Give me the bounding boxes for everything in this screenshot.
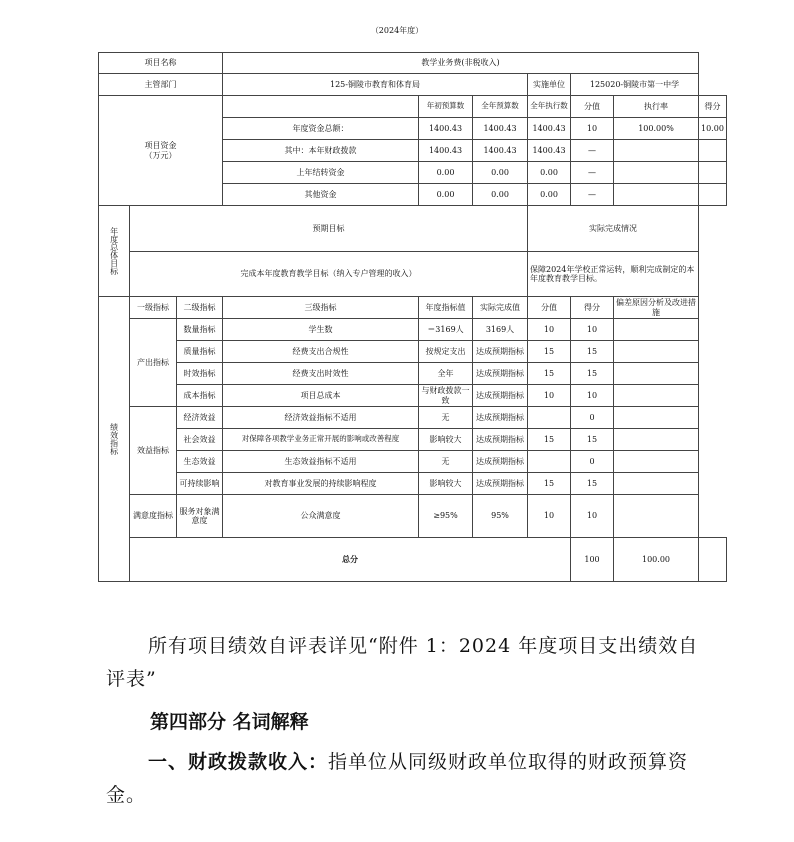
section-heading: 第四部分 名词解释 [150,711,309,733]
funds-initial: 0.00 [419,162,473,184]
actual-label: 实际完成情况 [528,206,699,252]
target-value: 影响较大 [419,473,473,495]
target-value: 无 [419,407,473,429]
indicator-row [99,495,727,538]
funds-initial: 1400.43 [419,140,473,162]
level3-indicator: 经费支出合规性 [223,341,419,363]
level3-indicator: 经费支出时效性 [223,363,419,385]
funds-score-value: — [571,140,614,162]
benefit-indicator-label: 效益指标 [130,407,177,495]
funds-header: 得分 [699,96,727,118]
indicator-row [99,451,727,473]
funds-score-value: — [571,162,614,184]
ind-header: 一级指标 [130,297,177,319]
indicator-row [99,363,727,385]
actual-value: 达成预期指标 [473,429,528,451]
target-value: 影响较大 [419,429,473,451]
actual-value: 达成预期指标 [473,473,528,495]
actual-value: 达成预期指标 [473,451,528,473]
satisfaction-indicator-label: 满意度指标 [130,495,177,538]
deviation-note [614,385,699,407]
score-value [528,407,571,429]
funds-score-value: — [571,184,614,206]
funds-rate: 100.00% [614,118,699,140]
term-title: 一、财政拨款收入： [148,751,329,773]
funds-row-label: 其他资金 [223,184,419,206]
score-value: 15 [528,429,571,451]
indicator-row [99,319,727,341]
attachment-note: 所有项目绩效自评表详见“附件 1：2024 年度项目支出绩效自评表” [106,635,699,690]
funds-annual: 0.00 [473,184,528,206]
score-value: 15 [528,473,571,495]
funds-row-label: 年度资金总额： [223,118,419,140]
indicator-row [99,473,727,495]
funds-initial: 1400.43 [419,118,473,140]
score-value: 10 [528,319,571,341]
score-value: 15 [528,341,571,363]
expected-goal: 完成本年度教育教学目标（纳入专户管理的收入） [130,252,528,297]
score: 0 [571,407,614,429]
actual-value: 达成预期指标 [473,363,528,385]
target-value: ≥95% [419,495,473,538]
score-value: 10 [528,495,571,538]
deviation-note [614,363,699,385]
ind-header: 得分 [571,297,614,319]
funds-header: 年初预算数 [419,96,473,118]
unit-value: 125020-铜陵市第一中学 [571,74,699,96]
deviation-note [614,451,699,473]
ind-header: 偏差原因分析及改进措施 [614,297,699,319]
expected-goal-label: 预期目标 [130,206,528,252]
score: 15 [571,341,614,363]
level3-indicator: 对教育事业发展的持续影响程度 [223,473,419,495]
indicator-row [99,385,727,407]
level2-indicator: 数量指标 [177,319,223,341]
total-value: 100 [571,538,614,582]
funds-score [699,140,727,162]
funds-executed: 1400.43 [528,118,571,140]
level2-indicator: 经济效益 [177,407,223,429]
deviation-note [614,495,699,538]
level3-indicator: 学生数 [223,319,419,341]
funds-annual: 0.00 [473,162,528,184]
ind-header: 分值 [528,297,571,319]
indicator-row [99,407,727,429]
score-value: 15 [528,363,571,385]
target-value: ＝3169人 [419,319,473,341]
level2-indicator: 可持续影响 [177,473,223,495]
annual-goal-label: 年度总体目标 [99,206,130,297]
dept-label: 主管部门 [99,74,223,96]
funds-executed: 1400.43 [528,140,571,162]
perf-indicator-label: 绩效指标 [99,297,130,582]
level2-indicator: 生态效益 [177,451,223,473]
total-note [699,538,727,582]
project-name-value: 教学业务费(非税收入) [223,53,699,74]
funds-header: 执行率 [614,96,699,118]
score: 15 [571,363,614,385]
score: 10 [571,385,614,407]
target-value: 全年 [419,363,473,385]
funds-executed: 0.00 [528,162,571,184]
target-value: 与财政拨款一致 [419,385,473,407]
term-text: 指单位从同级财政单位取得的财政预算资金。 [106,751,689,806]
deviation-note [614,319,699,341]
level2-indicator: 时效指标 [177,363,223,385]
score-value: 10 [528,385,571,407]
level2-indicator: 成本指标 [177,385,223,407]
actual-value: 95% [473,495,528,538]
funds-header-blank [223,96,419,118]
level2-indicator: 质量指标 [177,341,223,363]
report-year: （2024年度） [370,26,424,35]
funds-label: 项目资金 （万元） [99,96,223,206]
score-value [528,451,571,473]
funds-rate [614,140,699,162]
term-definition [106,746,706,812]
funds-executed: 0.00 [528,184,571,206]
funds-header: 全年预算数 [473,96,528,118]
level3-indicator: 对保障各项教学业务正常开展的影响或改善程度 [223,429,419,451]
actual-value: 达成预期指标 [473,385,528,407]
funds-score: 10.00 [699,118,727,140]
funds-rate [614,184,699,206]
funds-annual: 1400.43 [473,118,528,140]
funds-initial: 0.00 [419,184,473,206]
deviation-note [614,341,699,363]
funds-score-value: 10 [571,118,614,140]
level3-indicator: 经济效益指标不适用 [223,407,419,429]
indicator-row [99,429,727,451]
dept-value: 125-铜陵市教育和体育局 [223,74,528,96]
actual-value: 达成预期指标 [473,407,528,429]
unit-label: 实施单位 [528,74,571,96]
funds-header: 全年执行数 [528,96,571,118]
funds-row-label: 其中：本年财政拨款 [223,140,419,162]
deviation-note [614,407,699,429]
total-score: 100.00 [614,538,699,582]
target-value: 无 [419,451,473,473]
ind-header: 二级指标 [177,297,223,319]
actual-value: 3169人 [473,319,528,341]
deviation-note [614,429,699,451]
output-indicator-label: 产出指标 [130,319,177,407]
funds-row-label: 上年结转资金 [223,162,419,184]
performance-table [98,52,727,582]
actual-goal: 保障2024年学校正常运转，顺利完成制定的本年度教育教学目标。 [528,252,699,297]
project-name-label: 项目名称 [99,53,223,74]
level3-indicator: 项目总成本 [223,385,419,407]
funds-score [699,162,727,184]
level3-indicator: 生态效益指标不适用 [223,451,419,473]
score: 15 [571,429,614,451]
indicator-row [99,341,727,363]
funds-header: 分值 [571,96,614,118]
level3-indicator: 公众满意度 [223,495,419,538]
funds-score [699,184,727,206]
actual-value: 达成预期指标 [473,341,528,363]
funds-rate [614,162,699,184]
level2-indicator: 社会效益 [177,429,223,451]
score: 10 [571,495,614,538]
target-value: 按规定支出 [419,341,473,363]
total-label: 总分 [130,538,571,582]
ind-header: 年度指标值 [419,297,473,319]
score: 10 [571,319,614,341]
score: 0 [571,451,614,473]
level2-indicator: 服务对象满意度 [177,495,223,538]
ind-header: 实际完成值 [473,297,528,319]
ind-header: 三级指标 [223,297,419,319]
deviation-note [614,473,699,495]
score: 15 [571,473,614,495]
funds-annual: 1400.43 [473,140,528,162]
